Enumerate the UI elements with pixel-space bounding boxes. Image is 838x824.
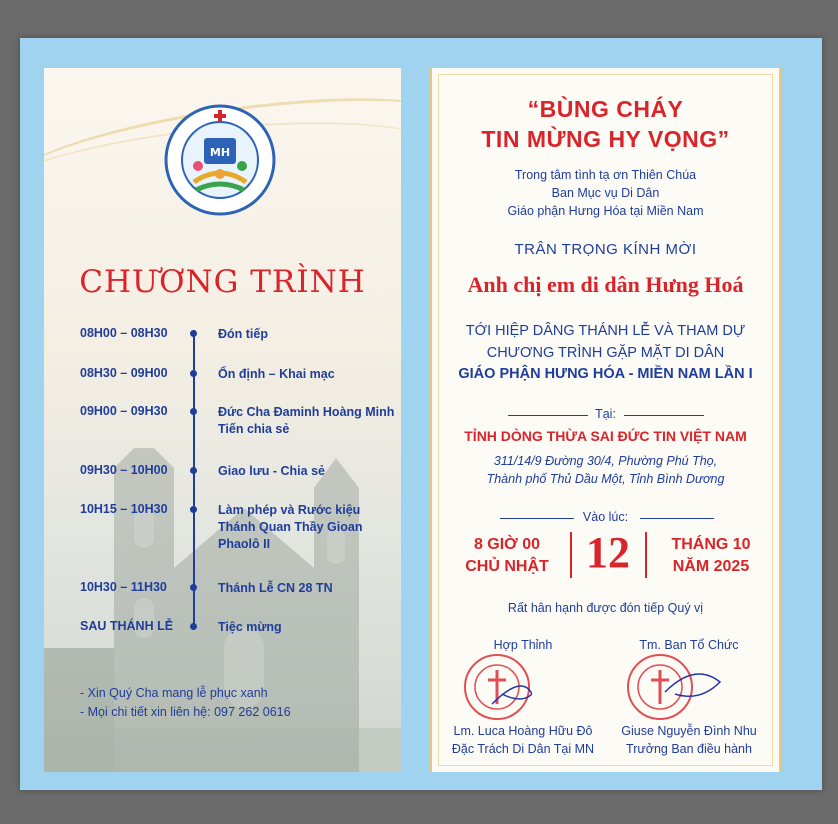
signer-right — [604, 638, 774, 652]
title-line: TIN MỪNG HY VỌNG” — [481, 126, 730, 152]
timeline-dot — [190, 584, 197, 591]
schedule-time: 09H00 – 09H30 — [80, 404, 168, 418]
schedule-activity: Tiệc mừng — [218, 620, 282, 634]
intro-line: Trong tâm tình tạ ơn Thiên Chúa — [514, 168, 697, 182]
intro-line: Giáo phận Hưng Hóa tại Miền Nam — [507, 204, 704, 218]
intro-line: Ban Mục vụ Di Dân — [551, 186, 660, 200]
invite-heading: TRÂN TRỌNG KÍNH MỜI — [514, 241, 697, 258]
diocese-logo — [164, 104, 276, 216]
guest-name: Anh chị em di dân Hưng Hoá — [467, 272, 744, 297]
event-line: TỚI HIỆP DÂNG THÁNH LỄ VÀ THAM DỰ — [465, 323, 746, 339]
schedule-activity: Giao lưu - Chia sẻ — [218, 464, 325, 478]
seal-stamp-icon — [462, 652, 532, 722]
schedule-activity: Đức Cha Đaminh Hoàng Minh Tiến chia sẻ — [218, 405, 395, 436]
venue-name: TỈNH DÒNG THỪA SAI ĐỨC TIN VIỆT NAM — [464, 428, 747, 444]
event-year: NĂM 2025 — [672, 558, 750, 575]
venue-label: Tại: — [595, 407, 616, 421]
signer-name: Giuse Nguyễn Đình Nhu — [621, 724, 757, 738]
schedule-time: 10H15 – 10H30 — [80, 502, 168, 516]
signer-title: Đặc Trách Di Dân Tại MN — [451, 742, 595, 756]
notes — [80, 684, 291, 722]
date-separator — [570, 532, 572, 578]
event-description — [430, 320, 781, 364]
event-weekday: CHỦ NHẬT — [465, 558, 549, 575]
signer-role: Tm. Ban Tổ Chức — [639, 638, 739, 652]
venue-address — [430, 452, 781, 488]
address-line: 311/14/9 Đường 30/4, Phường Phú Thọ, — [493, 454, 718, 468]
timeline-dot — [190, 623, 197, 630]
welcome-text: Rất hân hạnh được đón tiếp Quý vị — [507, 601, 704, 615]
event-title: GIÁO PHẬN HƯNG HÓA - MIỀN NAM LẦN I — [458, 366, 753, 382]
timeline-dot — [190, 467, 197, 474]
seal-stamp-icon — [625, 652, 725, 722]
schedule-time: 10H30 – 11H30 — [80, 580, 167, 594]
cathedral-background-image — [44, 448, 401, 772]
signer-left-name — [438, 722, 608, 758]
schedule-time: SAU THÁNH LỄ — [80, 619, 174, 633]
svg-text:MH: MH — [209, 146, 231, 159]
time-label: Vào lúc: — [582, 510, 629, 524]
event-month-year — [652, 534, 770, 578]
signer-left — [438, 638, 608, 652]
schedule-activity: Đón tiếp — [218, 327, 268, 341]
intro-text — [430, 166, 781, 220]
program-title: CHƯƠNG TRÌNH — [79, 264, 366, 300]
schedule-activity: Làm phép và Rước kiệu Thánh Quan Thầy Gioan Phaolô II — [218, 503, 363, 551]
event-line: CHƯƠNG TRÌNH GẶP MẶT DI DÂN — [486, 345, 725, 361]
timeline-dot — [190, 506, 197, 513]
event-time — [448, 534, 566, 578]
date-separator — [645, 532, 647, 578]
timeline-dot — [190, 408, 197, 415]
event-hour: 8 GIỜ 00 — [473, 536, 541, 553]
event-day: 12 — [586, 528, 630, 577]
schedule-activity: Thánh Lễ CN 28 TN — [218, 581, 333, 595]
address-line: Thành phố Thủ Dầu Một, Tỉnh Bình Dương — [486, 472, 725, 486]
schedule-time: 08H30 – 09H00 — [80, 366, 168, 380]
signer-role: Hợp Thỉnh — [493, 638, 553, 652]
signer-name: Lm. Luca Hoàng Hữu Đô — [453, 724, 593, 738]
note-line: - Xin Quý Cha mang lễ phục xanh — [80, 686, 268, 700]
timeline-dot — [190, 330, 197, 337]
signer-right-name — [604, 722, 774, 758]
schedule-time: 08H00 – 08H30 — [80, 326, 168, 340]
note-line: - Mọi chi tiết xin liên hệ: 097 262 0616 — [80, 705, 291, 719]
schedule-activity: Ổn định – Khai mạc — [218, 367, 335, 381]
schedule-time: 09H30 – 10H00 — [80, 463, 168, 477]
title-line: “BÙNG CHÁY — [527, 96, 684, 122]
timeline-dot — [190, 370, 197, 377]
event-month: THÁNG 10 — [671, 536, 751, 553]
invitation-title — [430, 94, 781, 154]
signer-title: Trưởng Ban điều hành — [626, 742, 752, 756]
